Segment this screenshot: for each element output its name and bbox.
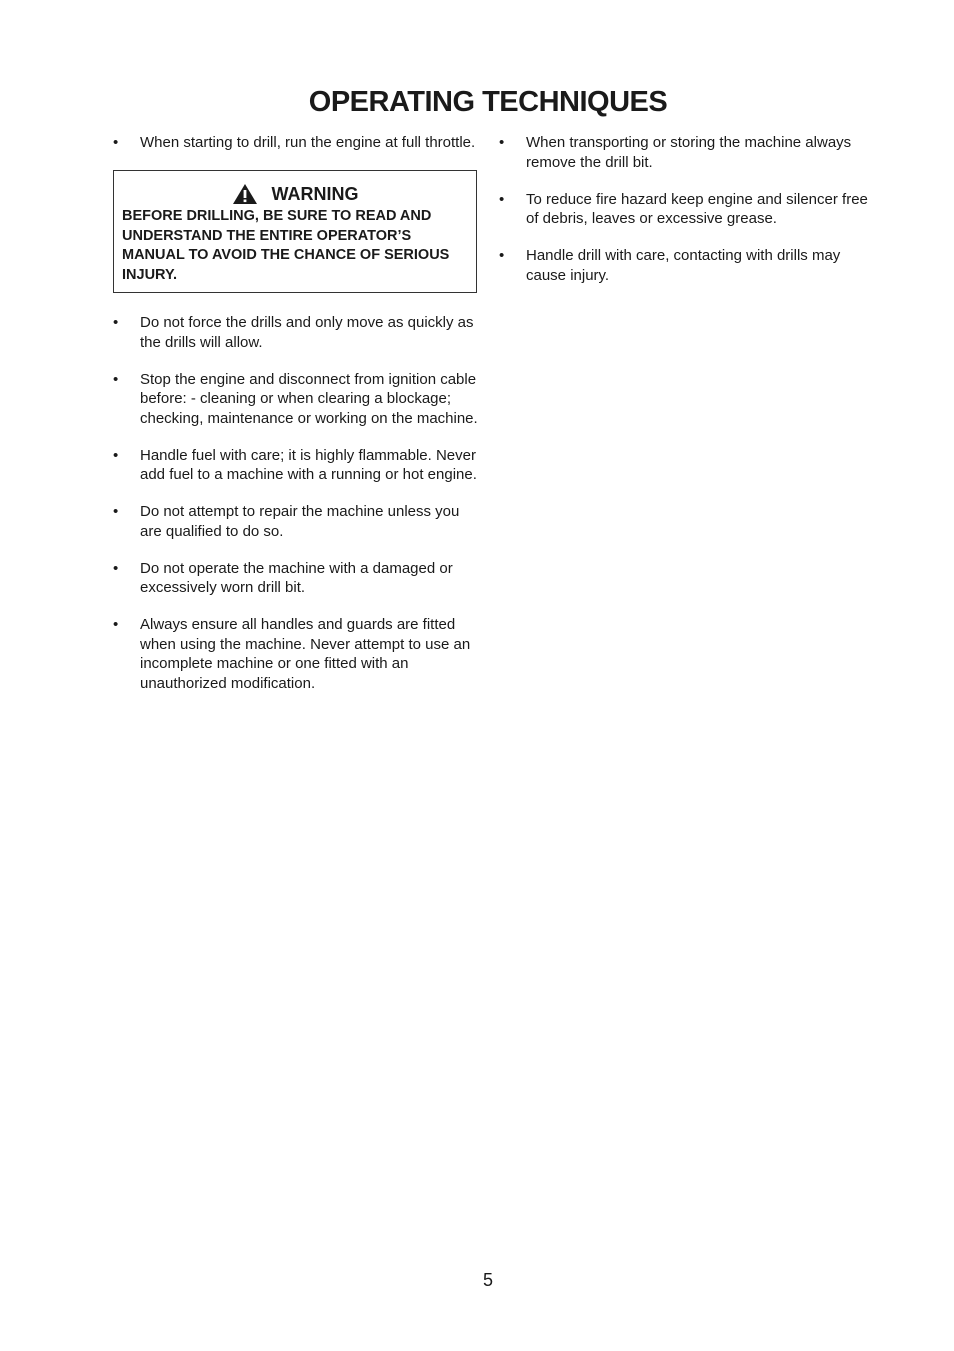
list-item: [499, 246, 869, 285]
bullet-icon: •: [113, 370, 119, 388]
right-list: [499, 133, 869, 285]
list-item-text: Do not force the drills and only move as quickly as the drills will allow.: [140, 314, 474, 351]
bullet-icon: •: [499, 190, 505, 208]
bullet-icon: •: [499, 134, 505, 151]
warning-box: [113, 170, 477, 293]
list-item: [113, 370, 479, 429]
page-number: 5: [482, 1270, 493, 1290]
list-item-text: Do not attempt to repair the machine unless you are qualified to do so.: [140, 503, 460, 540]
list-item: [113, 313, 479, 352]
bullet-icon: •: [113, 559, 119, 577]
warning-heading-text: WARNING: [271, 183, 359, 204]
list-item-text: Handle drill with care, contacting with drills may cause injury.: [526, 247, 841, 284]
intro-list: [113, 133, 479, 153]
warning-heading: [122, 183, 468, 205]
list-item-text: Always ensure all handles and guards are fitted when using the machine. Never attempt to use an incomplete machine or one fitted with an unauthorized modification.: [140, 616, 471, 692]
list-item: [113, 446, 479, 485]
list-item: [499, 190, 869, 229]
list-item: [113, 133, 479, 153]
warning-triangle-icon: [232, 183, 258, 205]
bullet-icon: •: [113, 314, 119, 331]
bullet-icon: •: [499, 247, 505, 264]
list-item: [113, 559, 479, 598]
bullet-icon: •: [113, 503, 119, 520]
list-item-text: When transporting or storing the machine always remove the drill bit.: [526, 134, 852, 171]
bullet-icon: •: [113, 446, 119, 464]
right-column: [499, 133, 869, 303]
list-item: [113, 502, 479, 541]
list-item-text: Do not operate the machine with a damaged or excessively worn drill bit.: [140, 559, 453, 596]
list-item-text: Handle fuel with care; it is highly flammable. Never add fuel to a machine with a running or hot engine.: [140, 446, 477, 483]
list-item-text: When starting to drill, run the engine at full throttle.: [140, 134, 476, 151]
list-item-text: To reduce fire hazard keep engine and silencer free of debris, leaves or excessive grease.: [526, 190, 868, 227]
left-column: [113, 133, 479, 711]
list-item-text: Stop the engine and disconnect from ignition cable before: - cleaning or when clearing a blockage; checking, maintenance or working on the machine.: [140, 370, 478, 427]
page-title: OPERATING TECHNIQUES: [308, 86, 668, 118]
list-item: [499, 133, 869, 172]
left-list: [113, 313, 479, 693]
list-item: [113, 615, 479, 693]
warning-text: BEFORE DRILLING, BE SURE TO READ AND UNDERSTAND THE ENTIRE OPERATOR’S MANUAL TO AVOID THE CHANCE OF SERIOUS INJURY.: [122, 208, 450, 283]
bullet-icon: •: [113, 616, 119, 633]
bullet-icon: •: [113, 134, 119, 151]
